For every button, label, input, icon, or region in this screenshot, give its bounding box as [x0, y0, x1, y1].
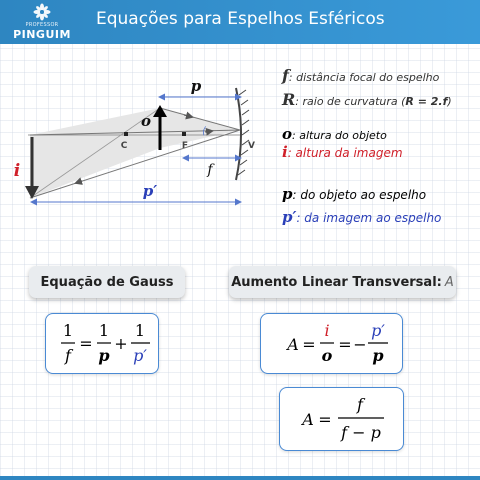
legend-text: : altura do objeto	[292, 129, 387, 142]
small-image-marker: ⟨	[202, 126, 206, 137]
legend-text: : do objeto ao espelho	[292, 188, 427, 202]
gauss-den-p-prime: p′	[133, 346, 147, 365]
concave-mirror	[236, 88, 241, 180]
gauss-num-1: 1	[62, 321, 74, 340]
ray-arrow	[76, 181, 82, 183]
gauss-label-text: Equação de Gauss	[40, 274, 174, 290]
gauss-section-label	[29, 266, 185, 298]
header-bar	[0, 0, 480, 44]
focal-den	[340, 423, 381, 442]
vertex-label: V	[248, 141, 255, 151]
aumento-num-p-prime: p′	[371, 321, 385, 340]
gauss-num-3: 1	[134, 321, 146, 340]
aumento-A: A	[287, 335, 299, 354]
aumento-eq-1: =	[302, 335, 316, 354]
focal-A: A	[302, 410, 314, 429]
aumento-focal-formula	[280, 388, 403, 450]
center-point	[124, 132, 128, 136]
legend-text: : raio de curvatura (	[295, 95, 406, 108]
logo-flower-icon	[33, 3, 51, 21]
aumento-section-label	[229, 266, 456, 298]
logo-main-text: PINGUIM	[13, 28, 71, 41]
legend-i	[282, 143, 403, 161]
legend-symbol: p	[282, 185, 293, 203]
gauss-den-p: p	[98, 346, 110, 365]
legend-symbol: f	[282, 66, 289, 85]
legend-tail: )	[447, 95, 452, 108]
aumento-formula-box	[260, 313, 403, 374]
p-prime-label: p′	[142, 182, 158, 200]
gauss-plus: +	[114, 334, 128, 353]
center-label: C	[120, 141, 128, 151]
gauss-formula-box	[45, 313, 159, 374]
bottom-bar	[0, 476, 480, 480]
object-label: o	[140, 112, 152, 130]
focus-point	[182, 132, 186, 136]
legend-f	[282, 66, 439, 85]
aumento-num-i: i	[324, 321, 330, 340]
legend-p	[282, 185, 426, 203]
aumento-label-var: A	[444, 274, 454, 290]
aumento-minus: −	[353, 335, 367, 354]
logo-small-text: PROFESSOR	[25, 22, 59, 28]
gauss-num-2: 1	[98, 321, 110, 340]
focal-num-f: f	[357, 395, 363, 414]
gauss-eq: =	[79, 334, 93, 353]
legend-text: : da imagem ao espelho	[296, 211, 442, 225]
legend-symbol: o	[282, 125, 293, 143]
legend-text: : distância focal do espelho	[288, 71, 440, 84]
image-label: i	[13, 161, 21, 181]
aumento-formula	[261, 314, 402, 373]
legend-symbol: i	[282, 143, 288, 161]
page-title: Equações para Espelhos Esféricos	[96, 9, 385, 29]
legend-text: : altura da imagem	[287, 146, 403, 160]
legend-symbol: R	[282, 90, 296, 109]
f-label: f	[207, 162, 213, 178]
aumento-den-o: o	[321, 346, 333, 365]
legend-emph: R = 2.f	[405, 95, 448, 108]
aumento-label-text: Aumento Linear Transversal:	[231, 274, 442, 290]
legend-o	[282, 125, 387, 143]
legend-p-prime	[282, 208, 441, 226]
aumento-focal-formula-box	[279, 387, 404, 451]
logo	[8, 3, 76, 41]
gauss-formula	[46, 314, 158, 373]
legend-r	[282, 90, 452, 109]
gauss-den-f: f	[65, 346, 71, 365]
legend-symbol: p′	[282, 208, 297, 226]
focus-label: F	[181, 141, 189, 151]
focal-den-text: f − p	[341, 423, 381, 442]
aumento-den-p: p	[372, 346, 384, 365]
p-label: p	[190, 77, 202, 95]
aumento-eq-2: =	[338, 335, 352, 354]
focal-eq: =	[318, 410, 332, 429]
